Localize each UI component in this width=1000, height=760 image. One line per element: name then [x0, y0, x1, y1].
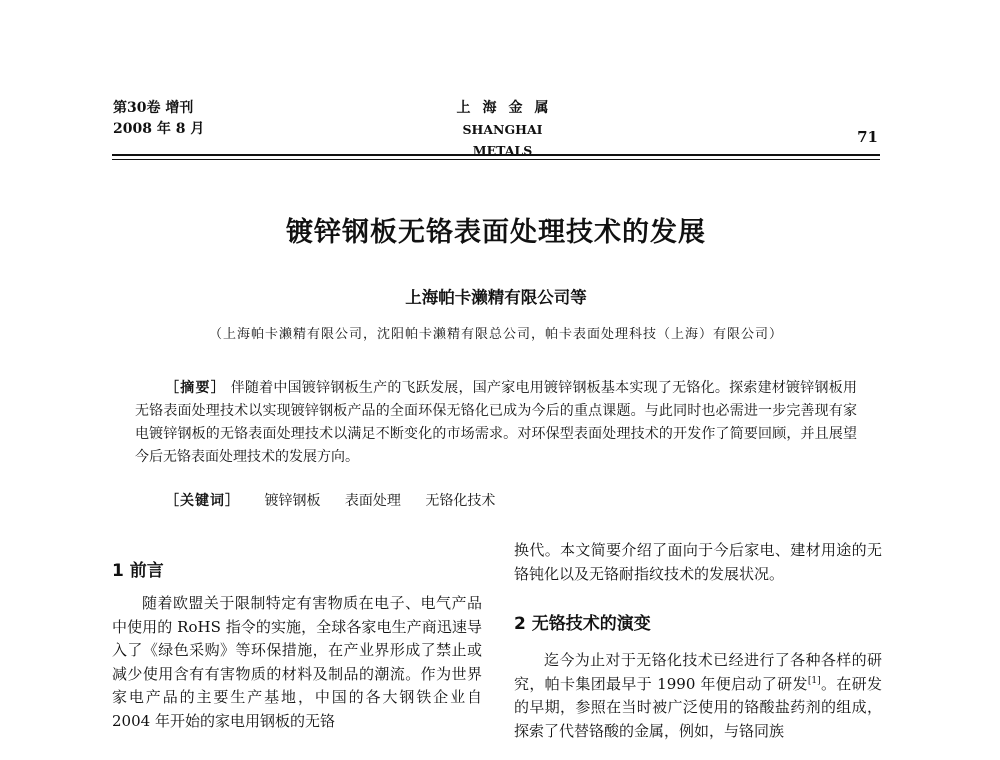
section-1-paragraph: 随着欧盟关于限制特定有害物质在电子、电气产品中使用的 RoHS 指令的实施，全球各家电生产商迅速导入了《绿色采购》等环保措施，在产业界形成了禁止或减少使用含有有害物质的材料及制品的潮流。作为世界家电产品的主要生产基地，中国的各大钢铁企业自 2004 年开始的家电用钢板的无铬	[112, 594, 482, 730]
running-header-center	[440, 98, 565, 161]
keywords-line	[165, 491, 495, 511]
article-author: 上海帕卡濑精有限公司等	[405, 288, 587, 307]
keyword-item: 无铬化技术	[425, 493, 496, 509]
abstract	[135, 377, 857, 469]
running-header-left	[113, 98, 204, 140]
keyword-item: 表面处理	[344, 493, 401, 509]
keywords-label: ［关键词］	[165, 493, 240, 509]
author-affiliation: （上海帕卡濑精有限公司，沈阳帕卡濑精有限总公司，帕卡表面处理科技（上海）有限公司）	[208, 327, 783, 342]
page-number: 71	[857, 128, 878, 146]
abstract-paragraph	[135, 377, 857, 469]
journal-name-cn: 上海金属	[456, 100, 561, 116]
header-rule-thin	[112, 159, 880, 160]
section-1-heading: 1 前言	[112, 561, 164, 581]
issue-date: 2008 年 8 月	[113, 121, 205, 137]
keyword-item: 镀锌钢板	[264, 493, 321, 509]
section-2-heading: 2 无铬技术的演变	[514, 614, 651, 634]
citation-ref: [1]	[807, 675, 821, 686]
header-rule-thick	[112, 154, 880, 156]
article-title: 镀锌钢板无铬表面处理技术的发展	[286, 217, 706, 248]
abstract-label: ［摘要］	[165, 380, 226, 396]
continuation-paragraph: 换代。本文简要介绍了面向于今后家电、建材用途的无铬钝化以及无铬耐指纹技术的发展状况。	[514, 541, 882, 583]
right-column-continuation	[514, 539, 882, 586]
right-column-body	[514, 649, 882, 743]
section-2-paragraph	[514, 649, 882, 743]
journal-name-en: SHANGHAI METALS	[462, 122, 543, 158]
volume-issue: 第30卷 增刊	[113, 100, 194, 116]
abstract-text: 伴随着中国镀锌钢板生产的飞跃发展，国产家电用镀锌钢板基本实现了无铬化。探索建材镀锌钢板用无铬表面处理技术以实现镀锌钢板产品的全面环保无铬化已成为今后的重点课题。与此同时也必需进一步完善现有家电镀锌钢板的无铬表面处理技术以满足不断变化的市场需求。对环保型表面处理技术的开发作了简要回顾，并且展望今后无铬表面处理技术的发展方向。	[135, 380, 858, 465]
section-2-text-a: 迄今为止对于无铬化技术已经进行了各种各样的研究，帕卡集团最早于 1990 年便启动了研发	[514, 651, 882, 693]
left-column	[112, 592, 482, 733]
section-2-text-b: 。在研发的早期，参照在当时被广泛使用的铬酸盐药剂的组成，探索了代替铬酸的金属，例如，与铬同族	[514, 674, 882, 740]
